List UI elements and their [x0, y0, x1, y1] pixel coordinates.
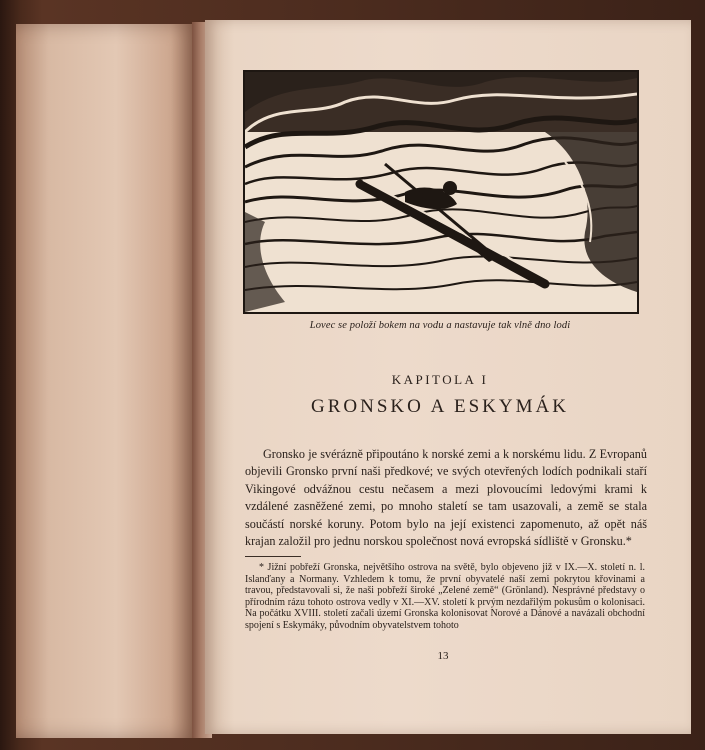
page-number: 13: [437, 650, 449, 662]
body-paragraph: Gronsko je svérázně připoutáno k norské zemi a k norskému lidu. Z Evropanů objevili Gronsko první naši předkové; ve svých otevřených lodích podnikali staří Vikingové odvážnou cestu nečasem a mezi plovoucími ledovými krami k vzdálené zasněžené zemi, po mnoho staletí se tam usazovali, a země se stala součástí norské koruny. Potom bylo na její existenci zapomenuto, až opět náš krajan založil pro jednu norskou společnost nová evropská sídliště v Gronsku.*: [245, 447, 647, 549]
footnote: * Jižní pobřeží Gronska, největšího ostrova na světě, bylo objeveno již v IX.—X. století n. l. Islanďany a Normany. Vzhledem k tomu, že první obyvatelé naší zemi pokrytou křovinami a travou, představovali si, že naši pobřeží široké „Zelené země“ (Grönland). Nesprávné představy o přírodním rázu tohoto ostrova vedly v XI.—XV. století k prvým nezdařilým pokusům o kolonisaci. Na počátku XVIII. století začali území Gronska kolonisovat Norové a Dánové a navázali obchodní spojení s Eskymáky, původním obyvatelstvem tohoto: [245, 562, 645, 631]
footnote-divider: [245, 556, 301, 557]
storm-kayak-image: [245, 72, 637, 312]
right-page: [205, 20, 691, 734]
illustration-caption: Lovec se položí bokem na vodu a nastavuje tak vlně dno lodi: [309, 320, 571, 331]
woodcut-illustration: [243, 70, 639, 314]
left-page: [16, 24, 198, 738]
chapter-number: KAPITOLA I: [391, 372, 489, 387]
chapter-title: GRONSKO A ESKYMÁK: [311, 396, 569, 417]
